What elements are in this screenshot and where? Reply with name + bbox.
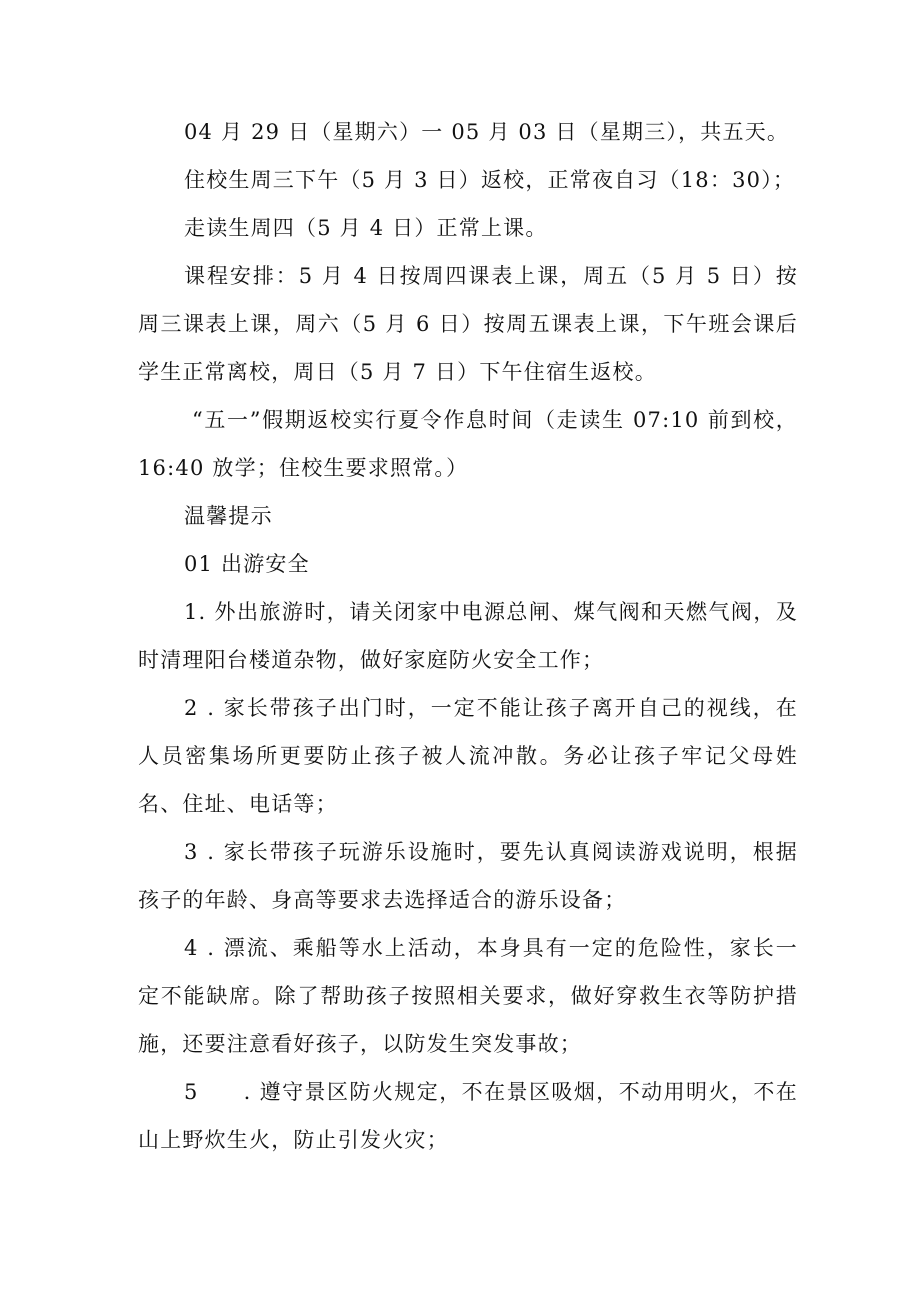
boarding-return-paragraph: 住校生周三下午（5 月 3 日）返校，正常夜自习（18：30）； <box>184 168 796 192</box>
safety-item-3: 3 . 家长带孩子玩游乐设施时，要先认真阅读游戏说明，根据孩子的年龄、身高等要求去选择适合的游乐设备； <box>138 840 798 912</box>
document-body <box>138 108 798 1164</box>
day-student-paragraph: 走读生周四（5 月 4 日）正常上课。 <box>184 216 548 240</box>
course-schedule-paragraph: 课程安排：5 月 4 日按周四课表上课，周五（5 月 5 日）按周三课表上课，周六（5 月 6 日）按周五课表上课，下午班会课后学生正常离校，周日（5 月 7 日）下午住宿生返校。 <box>138 264 798 384</box>
safety-item-2: 2 . 家长带孩子出门时，一定不能让孩子离开自己的视线，在人员密集场所更要防止孩子被人流冲散。务必让孩子牢记父母姓名、住址、电话等； <box>138 696 798 816</box>
holiday-dates-paragraph: 04 月 29 日（星期六）一 05 月 03 日（星期三），共五天。 <box>184 120 790 144</box>
summer-schedule-paragraph: “五一”假期返校实行夏令作息时间（走读生 07:10 前到校，16:40 放学；住校生要求照常。） <box>138 408 798 480</box>
travel-safety-heading: 01 出游安全 <box>184 552 310 576</box>
safety-item-1: 1. 外出旅游时，请关闭家中电源总闸、煤气阀和天燃气阀，及时清理阳台楼道杂物，做好家庭防火安全工作； <box>138 600 798 672</box>
safety-item-4: 4 . 漂流、乘船等水上活动，本身具有一定的危险性，家长一定不能缺席。除了帮助孩子按照相关要求，做好穿救生衣等防护措施，还要注意看好孩子，以防发生突发事故； <box>138 936 798 1056</box>
tips-heading: 温馨提示 <box>184 504 273 528</box>
safety-item-5: 5 . 遵守景区防火规定，不在景区吸烟，不动用明火，不在山上野炊生火，防止引发火灾； <box>138 1080 798 1152</box>
